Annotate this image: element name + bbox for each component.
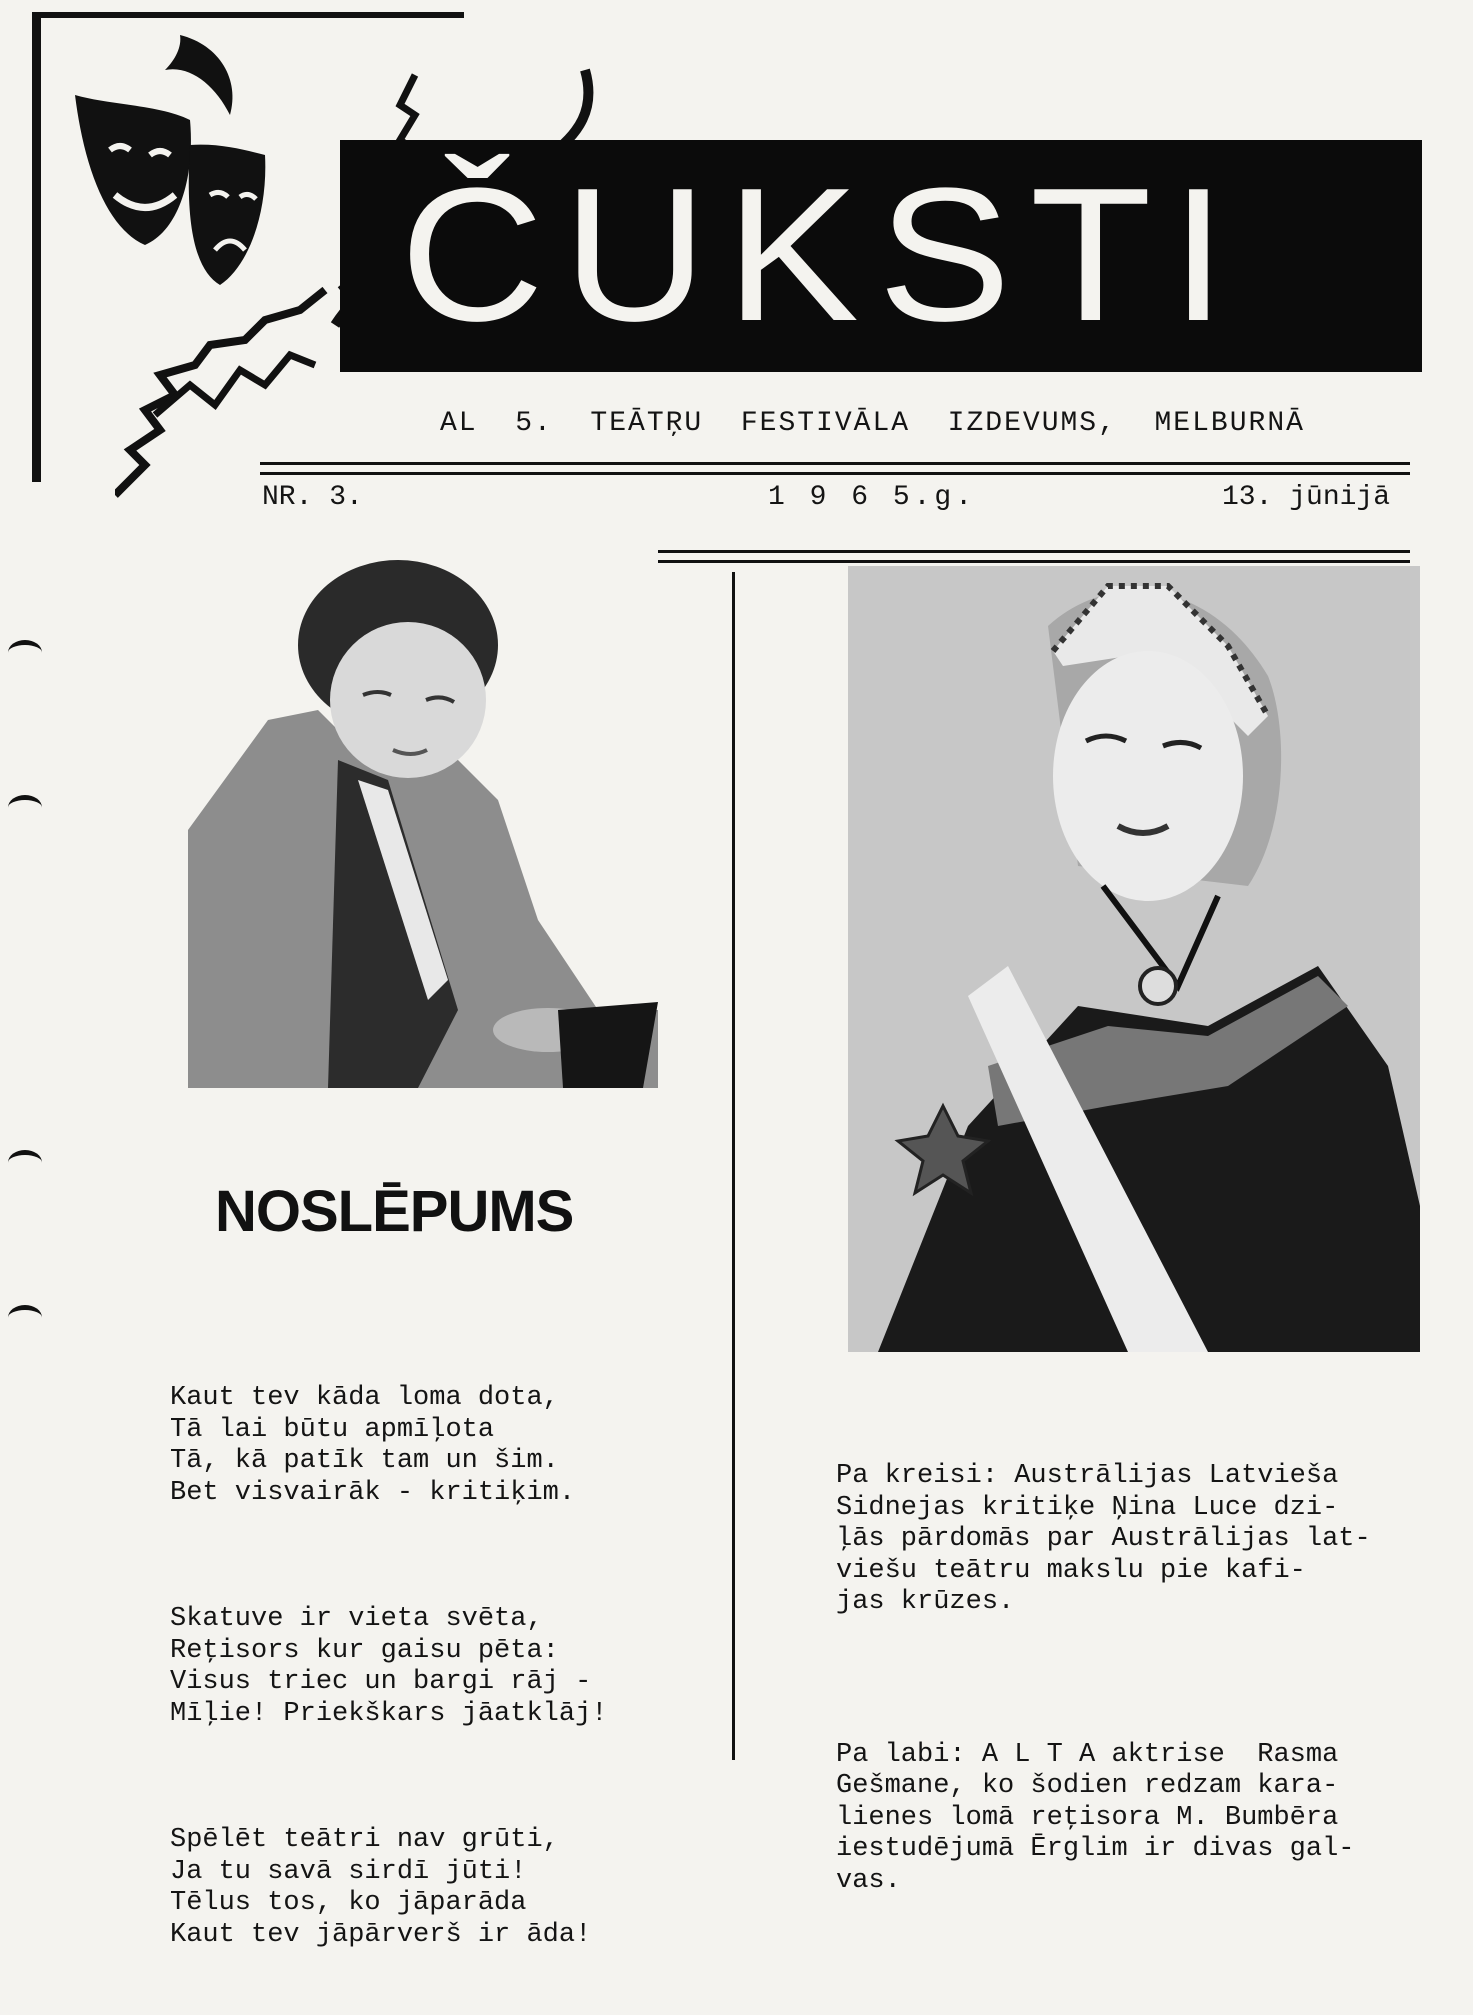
photo-actress-as-queen bbox=[848, 566, 1420, 1352]
rule-top-1 bbox=[260, 462, 1410, 465]
punch-hole-mark bbox=[8, 1305, 42, 1330]
masthead-title: ČUKSTI bbox=[400, 149, 1245, 361]
masthead-frame-top bbox=[32, 12, 464, 18]
issue-date: 13. jūnijā bbox=[1222, 482, 1391, 513]
poem-stanza: Kaut tev kāda loma dota, Tā lai būtu apmīļota Tā, kā patīk tam un šim. Bet visvairāk - kritiķim. bbox=[170, 1383, 576, 1508]
column-divider bbox=[732, 572, 735, 1760]
photo-critic-with-coffee bbox=[188, 540, 658, 1088]
caption-left-photo: Pa kreisi: Austrālijas Latvieša Sidnejas kritiķe Ņina Luce dzi- ļās pārdomās par Austrālijas lat- viešu teātru makslu pie kafi- jas krūzes. bbox=[836, 1461, 1371, 1617]
caption-right-photo: Pa labi: A L T A aktrise Rasma Gešmane, ko šodien redzam kara- lienes lomā reţisora M. Bumbēra iestudējumā Ērglim ir divas gal- vas. bbox=[836, 1739, 1355, 1896]
issue-number: NR. 3. bbox=[262, 482, 363, 513]
poem-stanza: Spēlēt teātri nav grūti, Ja tu savā sirdī jūti! Tēlus tos, ko jāparāda Kaut tev jāpārverš ir āda! bbox=[170, 1825, 592, 1950]
poem-title: NOSLĒPUMS bbox=[215, 1179, 574, 1244]
issue-year: 1 9 6 5.g. bbox=[768, 482, 977, 513]
rule-top-2 bbox=[260, 472, 1410, 475]
punch-hole-mark bbox=[8, 1150, 42, 1175]
masthead-frame-left bbox=[32, 12, 41, 482]
poem-body bbox=[170, 1320, 607, 2015]
photo-captions bbox=[836, 1398, 1456, 1987]
punch-hole-mark bbox=[8, 795, 42, 820]
punch-hole-mark bbox=[8, 640, 42, 665]
poem-stanza: Skatuve ir vieta svēta, Reţisors kur gaisu pēta: Visus triec un bargi rāj - Mīļie! Priekškars jāatklāj! bbox=[170, 1604, 608, 1729]
masthead-subtitle: AL 5. TEĀTŖU FESTIVĀLA IZDEVUMS, MELBURNĀ bbox=[440, 408, 1305, 439]
